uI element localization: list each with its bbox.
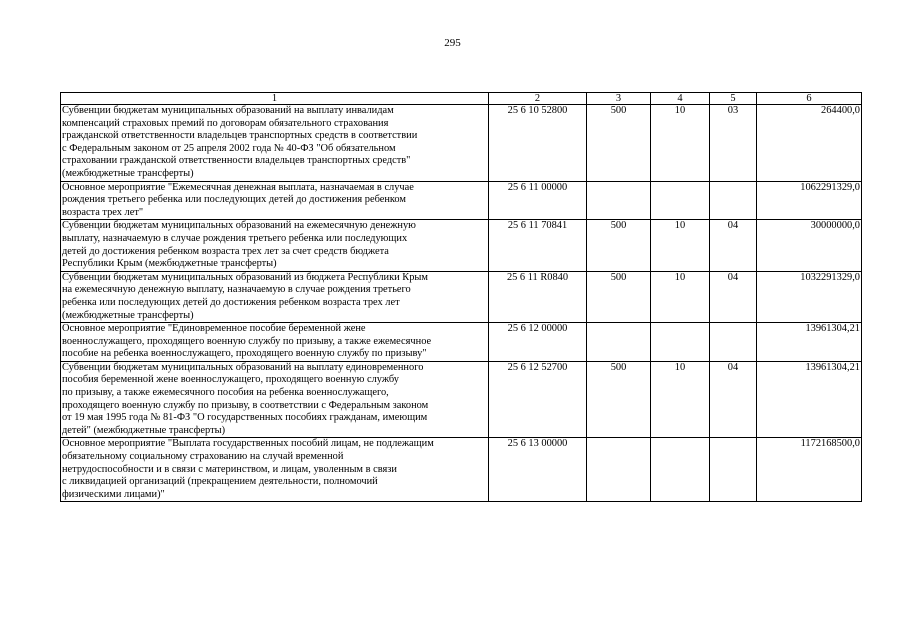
header-row: [61, 93, 862, 105]
table-row: [61, 181, 862, 220]
row-subsection: 03: [710, 105, 757, 182]
row-section: 10: [651, 271, 710, 322]
row-group: 500: [587, 105, 651, 182]
row-sum: 1032291329,0: [757, 271, 862, 322]
row-sum: 1172168500,0: [757, 438, 862, 502]
row-code: 25 6 13 00000: [489, 438, 587, 502]
table-row: [61, 361, 862, 438]
row-name: Субвенции бюджетам муниципальных образований из бюджета Республики Крым на ежемесячную денежную выплату, назначаемую в случае рождения третьего ребенка или последующих детей до достижения ребенком возраста трех лет (межбюджетные трансферты): [61, 271, 489, 322]
row-group: [587, 438, 651, 502]
row-code: 25 6 11 00000: [489, 181, 587, 220]
row-section: 10: [651, 361, 710, 438]
row-group: 500: [587, 361, 651, 438]
row-section: [651, 323, 710, 362]
table-row: [61, 438, 862, 502]
row-subsection: [710, 181, 757, 220]
row-subsection: 04: [710, 271, 757, 322]
header-col-3: 3: [587, 93, 651, 105]
row-code: 25 6 12 00000: [489, 323, 587, 362]
row-name: Основное мероприятие "Выплата государственных пособий лицам, не подлежащим обязательному социальному страхованию на случай временной нетрудоспособности и в связи с материнством, и лицам, уволенным в связи с ликвидацией организаций (прекращением деятельности, полномочий физическими лицами)": [61, 438, 489, 502]
row-group: [587, 323, 651, 362]
table-row: [61, 271, 862, 322]
row-name: Основное мероприятие "Единовременное пособие беременной жене военнослужащего, проходящего военную службу по призыву, а также ежемесячное пособие на ребенка военнослужащего, проходящего военную службу по призыву": [61, 323, 489, 362]
row-name: Основное мероприятие "Ежемесячная денежная выплата, назначаемая в случае рождения третьего ребенка или последующих детей до достижения ребенком возраста трех лет": [61, 181, 489, 220]
row-code: 25 6 10 52800: [489, 105, 587, 182]
row-code: 25 6 11 R0840: [489, 271, 587, 322]
row-code: 25 6 12 52700: [489, 361, 587, 438]
row-subsection: [710, 323, 757, 362]
row-sum: 30000000,0: [757, 220, 862, 271]
table-row: [61, 220, 862, 271]
row-sum: 13961304,21: [757, 323, 862, 362]
header-col-1: 1: [61, 93, 489, 105]
budget-table: [60, 92, 862, 502]
table-row: [61, 323, 862, 362]
row-subsection: 04: [710, 220, 757, 271]
row-section: 10: [651, 220, 710, 271]
row-code: 25 6 11 70841: [489, 220, 587, 271]
row-section: [651, 181, 710, 220]
row-group: 500: [587, 220, 651, 271]
row-section: 10: [651, 105, 710, 182]
row-name: Субвенции бюджетам муниципальных образований на выплату единовременного пособия беременной жене военнослужащего, проходящего военную службу по призыву, а также ежемесячного пособия на ребенка военнослужащего, проходящего военную службу по призыву, в соответствии с Федеральным законом от 19 мая 1995 года № 81-ФЗ "О государственных пособиях гражданам, имеющим детей" (межбюджетные трансферты): [61, 361, 489, 438]
row-subsection: [710, 438, 757, 502]
table-body: [61, 105, 862, 502]
table-header: [61, 93, 862, 105]
page-number: 295: [444, 37, 461, 49]
row-group: 500: [587, 271, 651, 322]
table-row: [61, 105, 862, 182]
row-sum: 264400,0: [757, 105, 862, 182]
row-sum: 13961304,21: [757, 361, 862, 438]
row-sum: 1062291329,0: [757, 181, 862, 220]
header-col-2: 2: [489, 93, 587, 105]
header-col-6: 6: [757, 93, 862, 105]
header-col-4: 4: [651, 93, 710, 105]
row-section: [651, 438, 710, 502]
row-subsection: 04: [710, 361, 757, 438]
row-name: Субвенции бюджетам муниципальных образований на выплату инвалидам компенсаций страховых премий по договорам обязательного страхования гражданской ответственности владельцев транспортных средств в соответствии с Федеральным законом от 25 апреля 2002 года № 40-ФЗ "Об обязательном страховании гражданской ответственности владельцев транспортных средств" (межбюджетные трансферты): [61, 105, 489, 182]
row-name: Субвенции бюджетам муниципальных образований на ежемесячную денежную выплату, назначаемую в случае рождения третьего ребенка или последующих детей до достижения ребенком возраста трех лет за счет средств бюджета Республики Крым (межбюджетные трансферты): [61, 220, 489, 271]
header-col-5: 5: [710, 93, 757, 105]
row-group: [587, 181, 651, 220]
